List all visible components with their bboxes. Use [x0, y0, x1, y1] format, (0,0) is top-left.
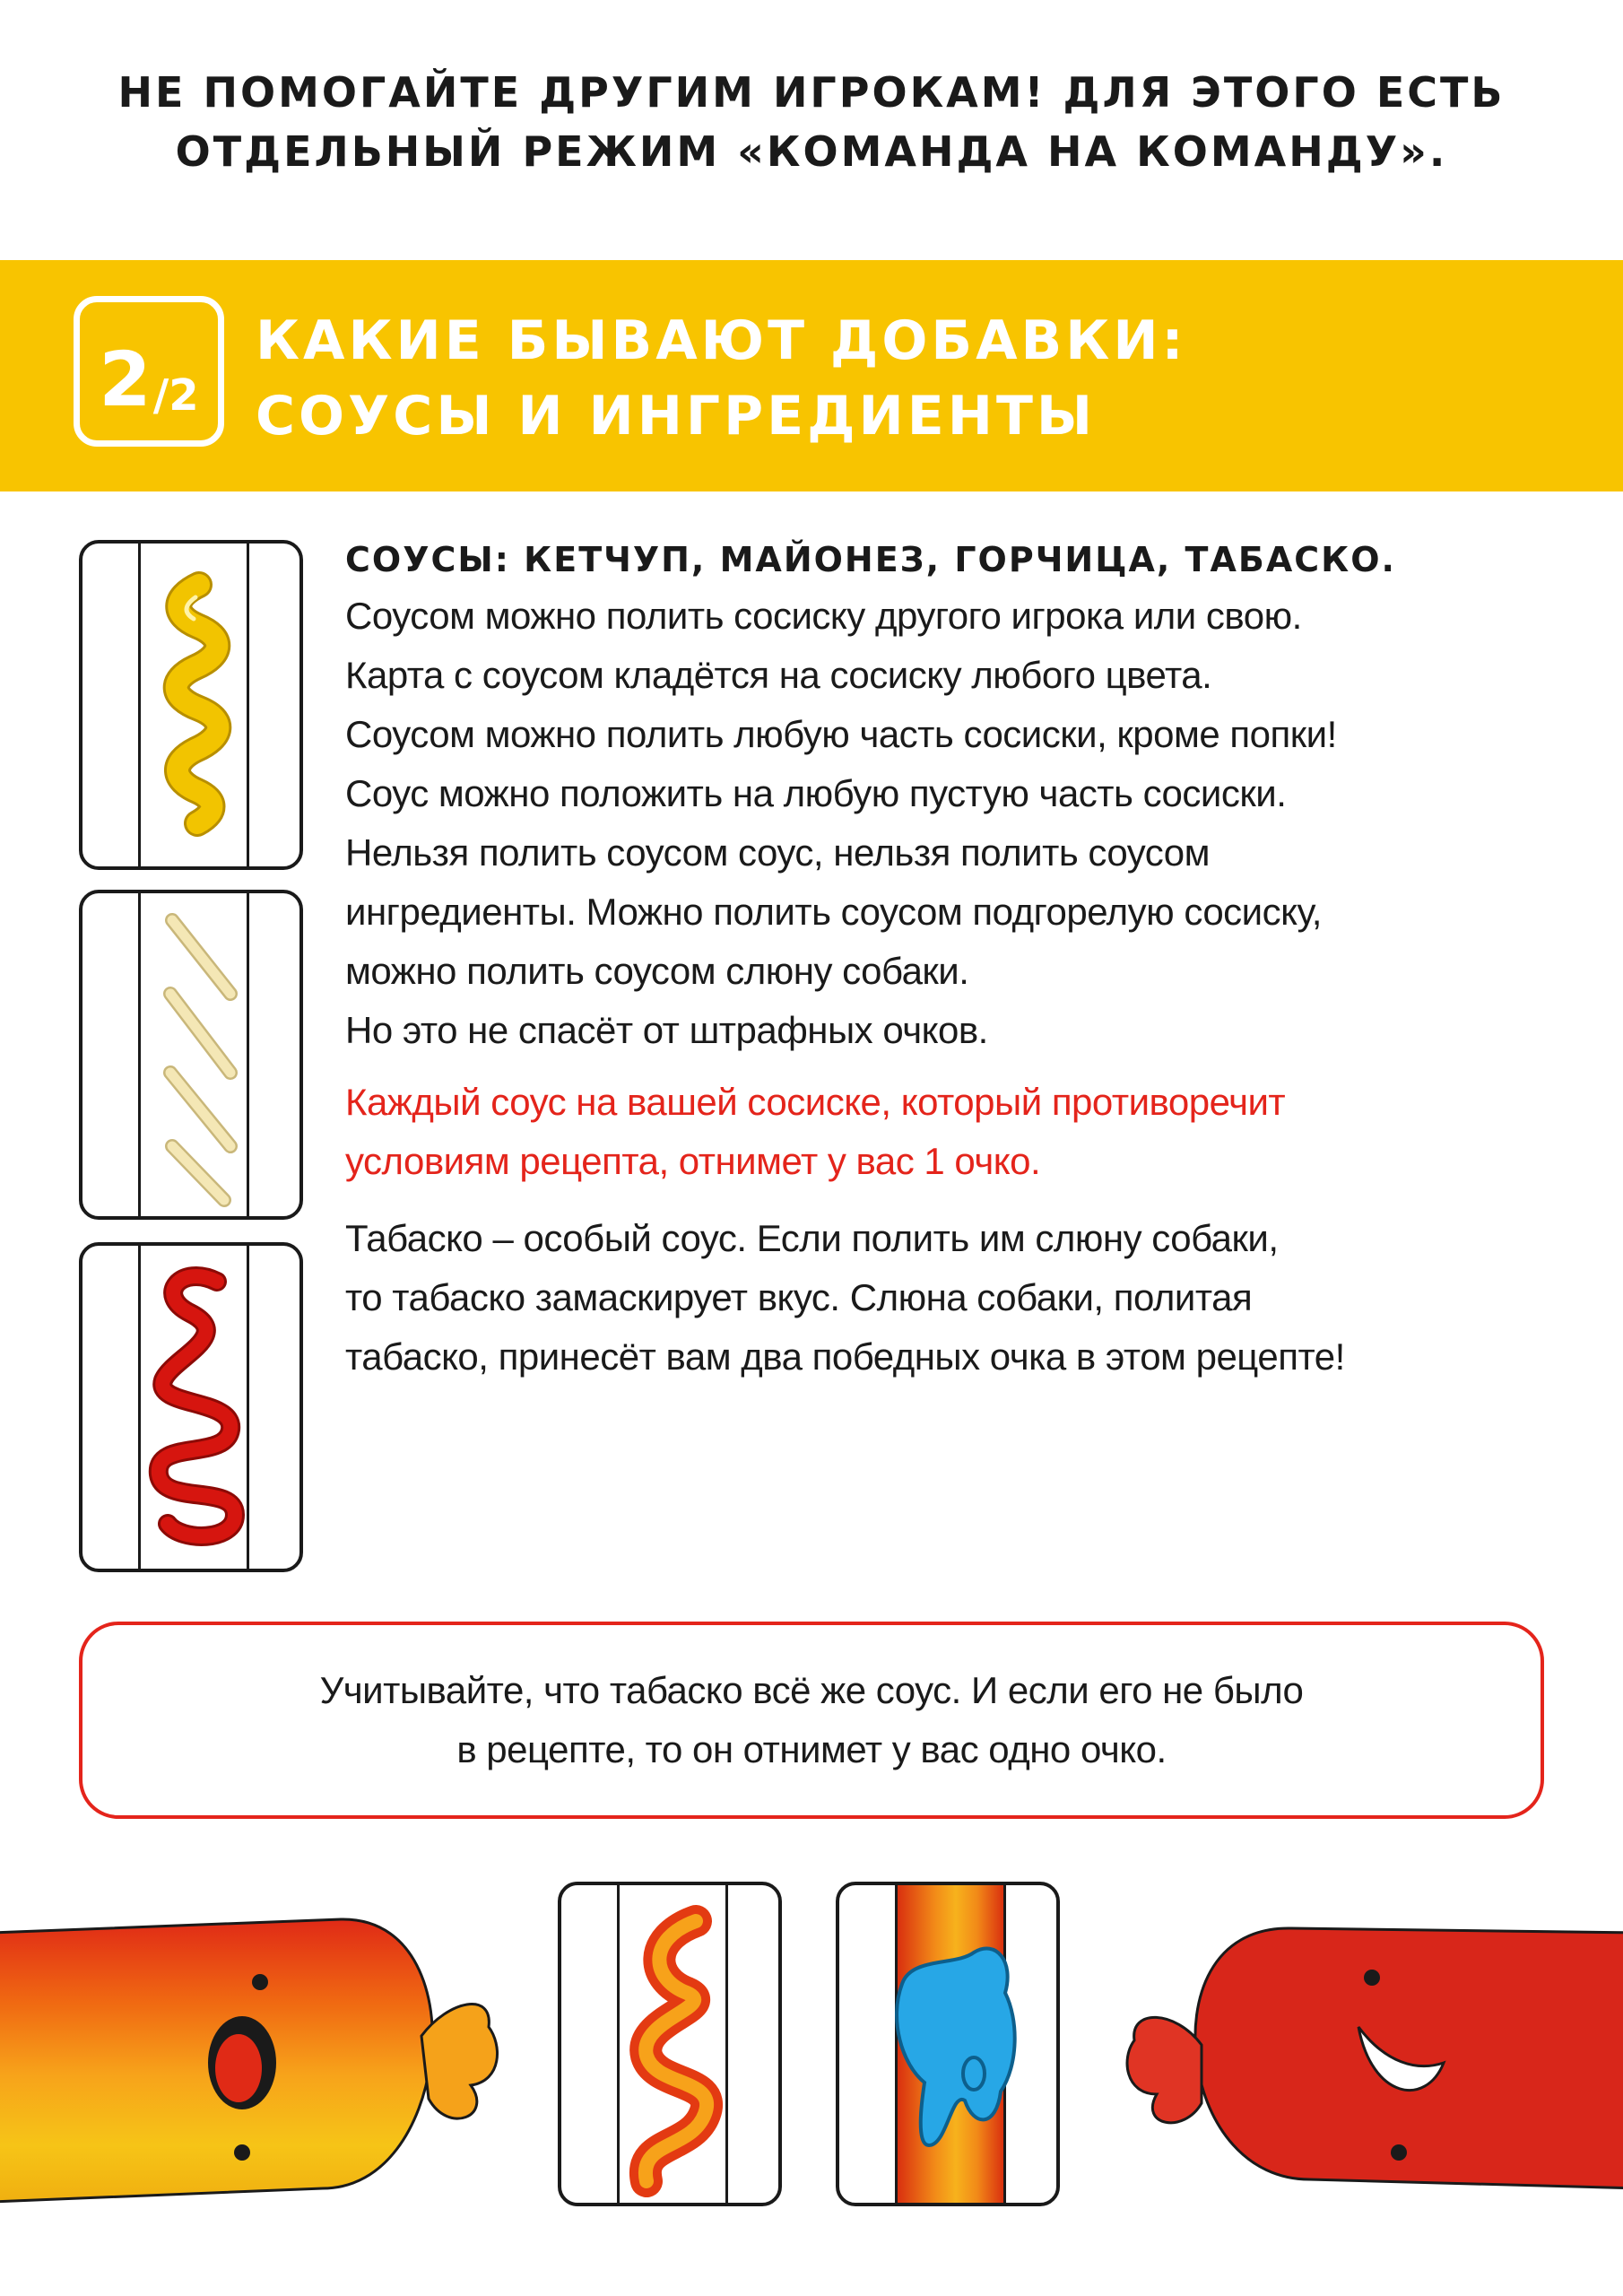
tabasco-notice	[79, 1622, 1544, 1819]
rule-line: Но это не спасёт от штрафных очков.	[345, 1009, 988, 1051]
tabasco-line: Табаско – особый соус. Если полить им слюну собаки,	[345, 1217, 1279, 1259]
warning-line-1: НЕ ПОМОГАЙТЕ ДРУГИМ ИГРОКАМ! ДЛЯ ЭТОГО ЕСТЬ	[117, 68, 1506, 117]
page-badge	[74, 296, 224, 447]
section-banner	[0, 260, 1623, 491]
section-title	[256, 303, 1187, 454]
top-warning	[0, 63, 1623, 181]
saliva-blob-icon	[839, 1885, 1060, 2206]
sauces-section	[345, 533, 1583, 1387]
penalty-line: Каждый соус на вашей сосиске, который противоречит	[345, 1081, 1286, 1123]
tabasco-rule	[345, 1209, 1583, 1387]
left-sausage-character	[0, 1892, 520, 2224]
rule-line: Соус можно положить на любую пустую часть сосиски.	[345, 772, 1287, 814]
sauces-heading: СОУСЫ: КЕТЧУП, МАЙОНЕЗ, ГОРЧИЦА, ТАБАСКО.	[345, 540, 1396, 579]
rule-line: Соусом можно полить любую часть сосиски, кроме попки!	[345, 713, 1337, 755]
tabasco-fire-card	[558, 1882, 782, 2206]
tabasco-line: то табаско замаскирует вкус. Слюна собаки, политая	[345, 1276, 1253, 1318]
notice-line-1: Учитывайте, что табаско всё же соус. И если его не было	[319, 1669, 1304, 1711]
rule-line: Соусом можно полить сосиску другого игрока или свою.	[345, 595, 1302, 637]
notice-line-2: в рецепте, то он отнимет у вас одно очко.	[456, 1728, 1167, 1770]
badge-number: 2	[99, 335, 152, 423]
ketchup-sauce-card	[79, 1242, 303, 1572]
mustard-icon	[82, 544, 303, 870]
rule-line: ингредиенты. Можно полить соусом подгорелую сосиску,	[345, 891, 1322, 933]
badge-denominator: /2	[152, 370, 199, 421]
penalty-line: условиям рецепта, отнимет у вас 1 очко.	[345, 1140, 1041, 1182]
rule-line: можно полить соусом слюну собаки.	[345, 950, 969, 992]
ketchup-icon	[82, 1246, 303, 1572]
mayonnaise-sauce-card	[79, 890, 303, 1220]
dog-saliva-card	[836, 1882, 1060, 2206]
rule-line: Нельзя полить соусом соус, нельзя полить соусом	[345, 831, 1211, 874]
flame-icon	[561, 1885, 782, 2206]
mayonnaise-icon	[82, 893, 303, 1220]
tabasco-line: табаско, принесёт вам два победных очка в этом рецепте!	[345, 1335, 1345, 1378]
warning-line-2: ОТДЕЛЬНЫЙ РЕЖИМ «КОМАНДА НА КОМАНДУ».	[175, 127, 1448, 176]
mustard-sauce-card	[79, 540, 303, 870]
section-title-line-1: КАКИЕ БЫВАЮТ ДОБАВКИ:	[256, 309, 1187, 372]
rule-line: Карта с соусом кладётся на сосиску любого цвета.	[345, 654, 1212, 696]
section-title-line-2: СОУСЫ И ИНГРЕДИЕНТЫ	[256, 385, 1097, 448]
right-sausage-character	[1103, 1892, 1623, 2224]
sauce-rules	[345, 587, 1583, 1060]
penalty-rule	[345, 1073, 1583, 1191]
